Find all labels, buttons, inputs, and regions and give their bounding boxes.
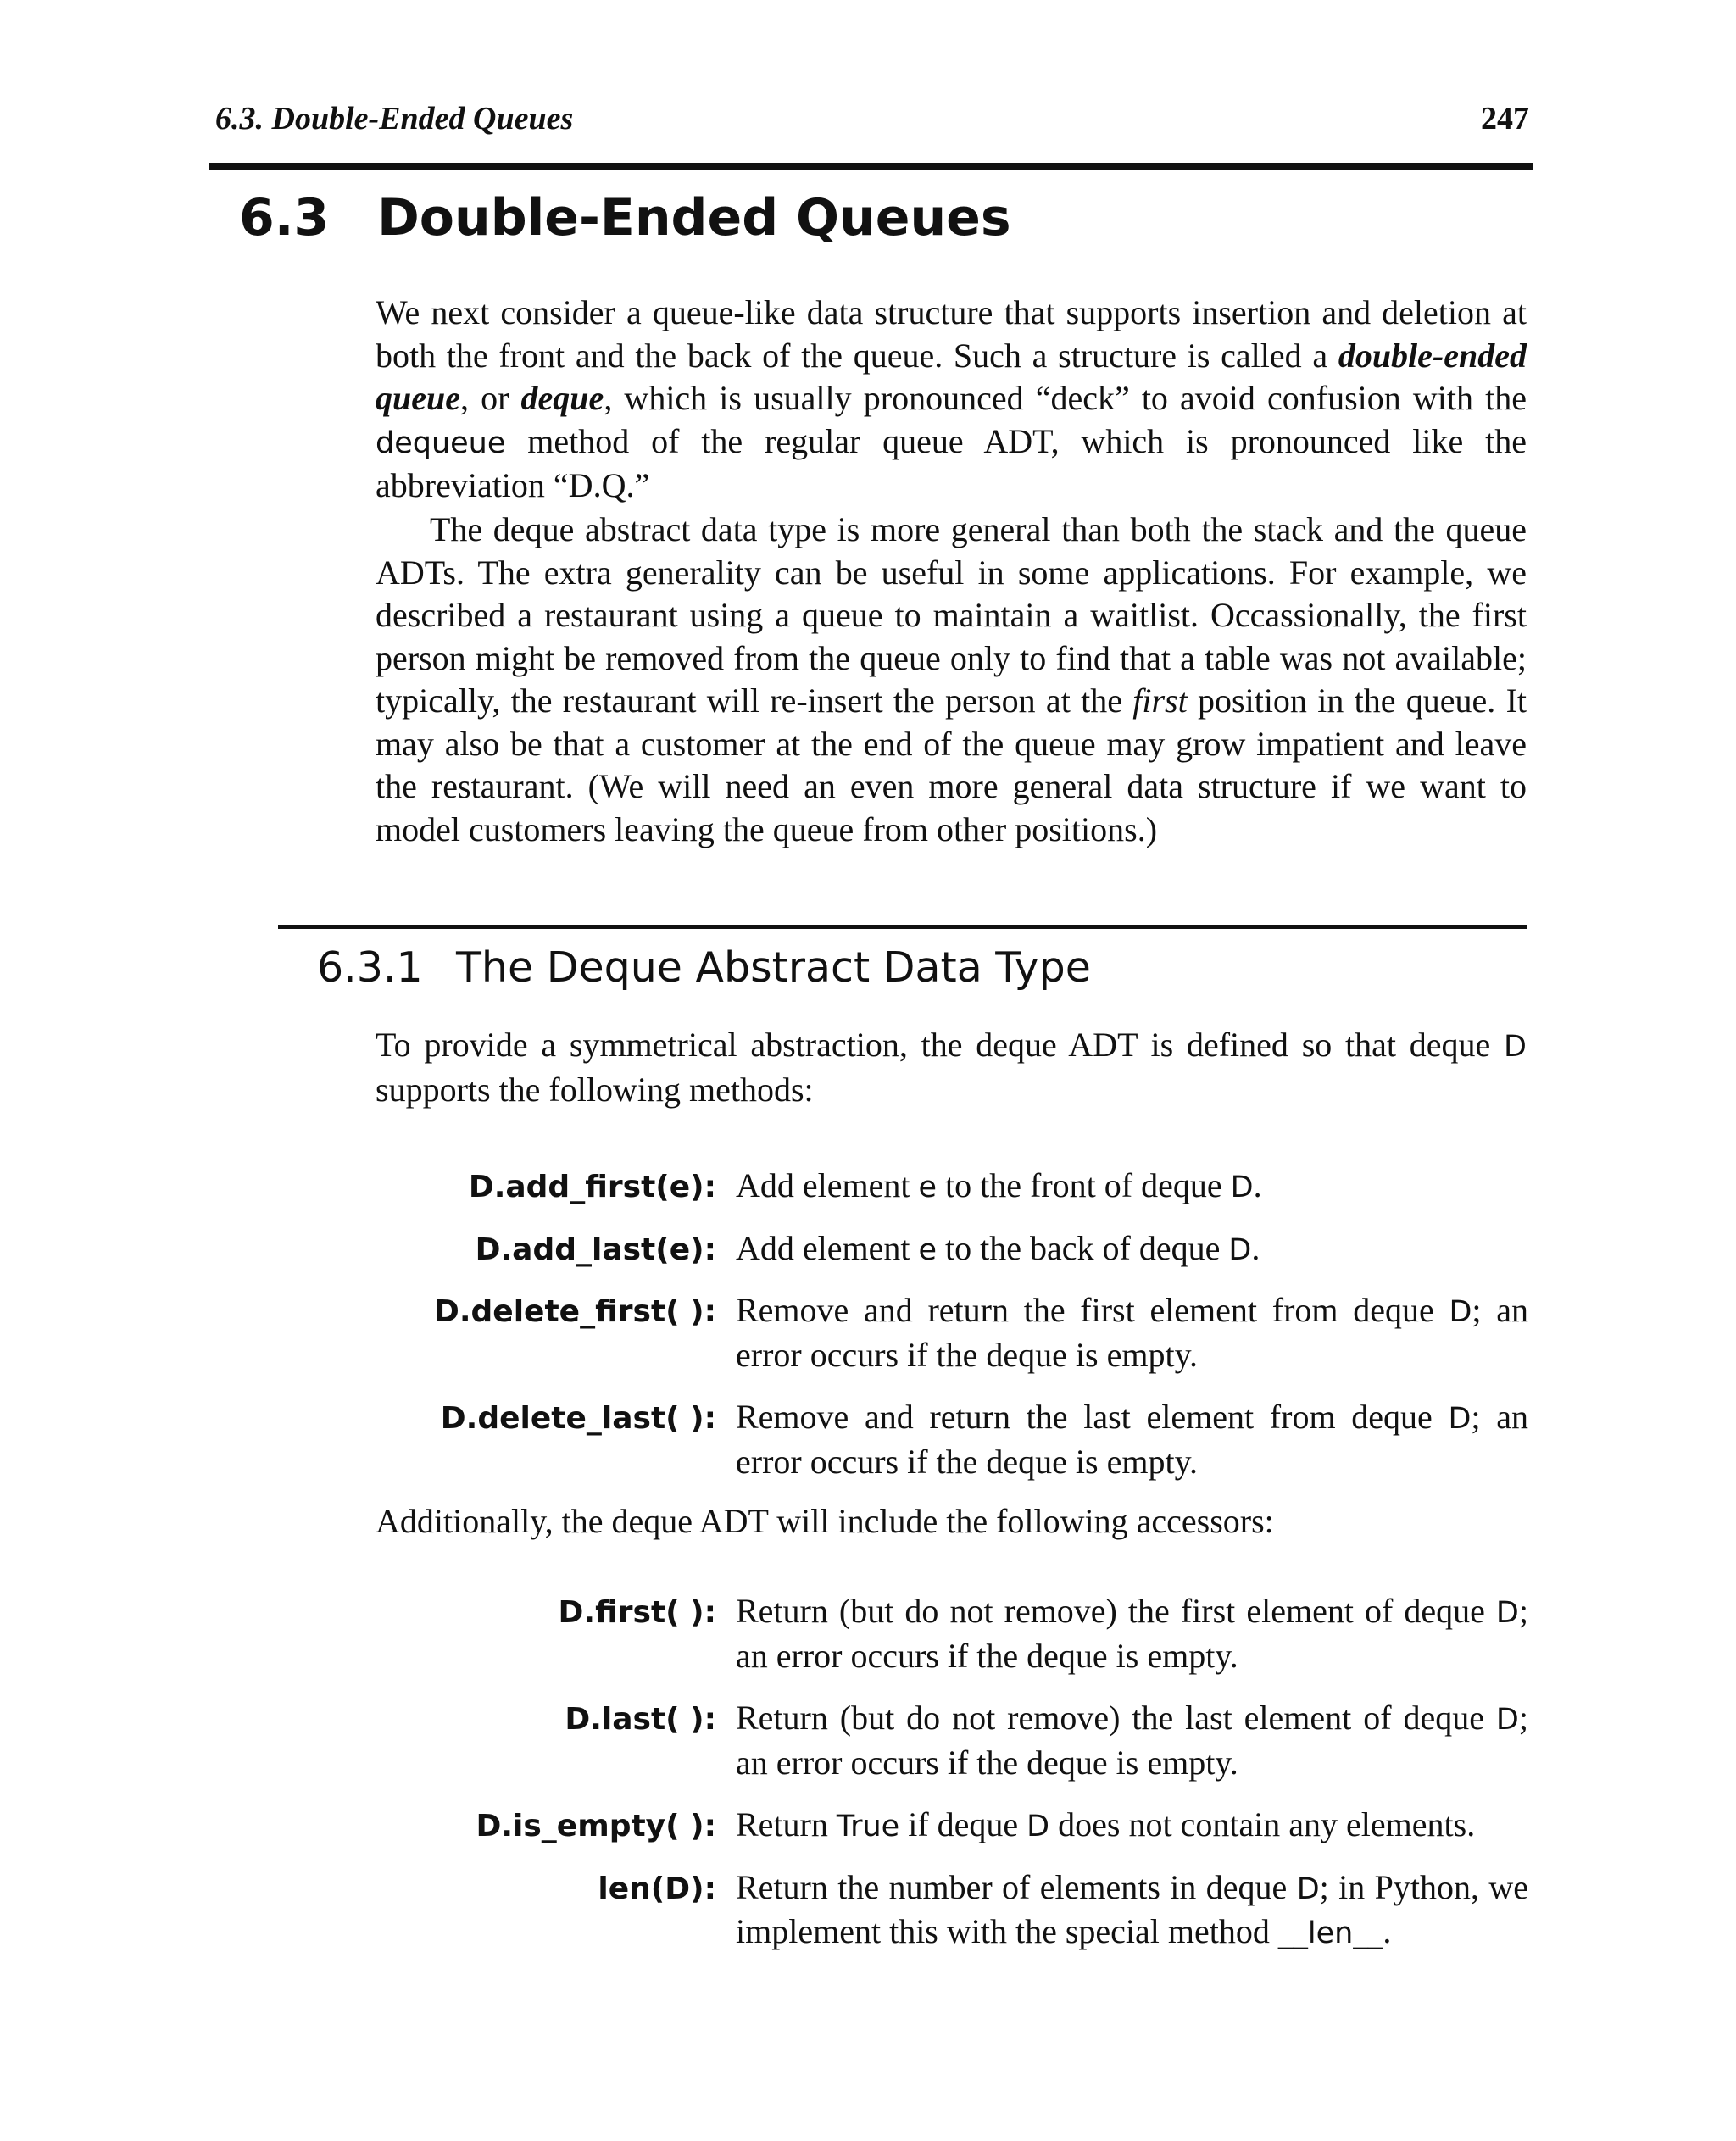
accessor-description: Return the number of elements in deque D; in Python, we implement this with the special method __len__. <box>736 1867 1529 1950</box>
accessor-entry <box>0 1590 1736 1679</box>
subsection-title: The Deque Abstract Data Type <box>456 943 1091 992</box>
page-number: 247 <box>1481 101 1529 136</box>
accessor-name: D.first( ): <box>558 1595 716 1630</box>
accessors-lead-paragraph: Additionally, the deque ADT will include the following accessors: <box>376 1502 1274 1540</box>
accessor-description: Return (but do not remove) the first element of deque D; an error occurs if the deque is empty. <box>736 1592 1528 1675</box>
subsection-number: 6.3.1 <box>317 943 423 992</box>
method-name: D.delete_first( ): <box>433 1294 716 1329</box>
method-description: Add element e to the front of deque D. <box>736 1166 1262 1204</box>
method-entry <box>0 1227 1736 1272</box>
term-double-ended-queue: double-ended queue <box>376 336 1527 417</box>
section-number: 6.3 <box>239 188 330 247</box>
accessor-name: D.is_empty( ): <box>476 1809 716 1843</box>
method-name: D.delete_last( ): <box>440 1401 716 1436</box>
method-name: D.add_first(e): <box>468 1170 716 1204</box>
method-description: Remove and return the first element from deque D; an error occurs if the deque is empty. <box>736 1291 1528 1374</box>
accessor-list <box>0 1590 1736 1955</box>
accessor-description: Return True if deque D does not contain any elements. <box>736 1805 1476 1843</box>
method-entry <box>0 1396 1736 1485</box>
section-heading <box>239 188 1011 247</box>
header-rule <box>209 163 1533 170</box>
subsection-heading <box>317 943 1091 993</box>
method-entry <box>0 1165 1736 1210</box>
method-description: Remove and return the last element from deque D; an error occurs if the deque is empty. <box>736 1398 1528 1481</box>
subsection-rule <box>278 925 1527 929</box>
emphasis-first: first <box>1132 681 1188 720</box>
accessor-name: len(D): <box>598 1871 716 1906</box>
term-deque: deque <box>520 379 604 417</box>
accessor-name: D.last( ): <box>565 1702 716 1737</box>
accessor-description: Return (but do not remove) the last element of deque D; an error occurs if the deque is empty. <box>736 1699 1528 1782</box>
intro-paragraph-1: We next consider a queue-like data structure that supports insertion and deletion at both the front and the back of the queue. Such a structure is called a double-ended queue, or deque, which is usually pronounced “deck” to avoid confusion with the dequeue method of the regular queue ADT, which is pronounced like the abbreviation “D.Q.” <box>376 293 1527 504</box>
intro-paragraph-2: The deque abstract data type is more general than both the stack and the queue ADTs. The extra generality can be useful in some applications. For example, we described a restaurant using a queue to maintain a waitlist. Occassionally, the first person might be removed from the queue only to find that a table was not available; typically, the restaurant will re-insert the person at the first position in the queue. It may also be that a customer at the end of the queue may grow impatient and leave the restaurant. (We will need an even more general data structure if we want to model customers leaving the queue from other positions.) <box>376 510 1527 848</box>
accessor-entry <box>0 1697 1736 1786</box>
method-list <box>0 1165 1736 1485</box>
method-entry <box>0 1289 1736 1378</box>
method-name: D.add_last(e): <box>475 1232 716 1267</box>
subsection-lead-paragraph: To provide a symmetrical abstraction, the deque ADT is defined so that deque D supports the following methods: <box>376 1026 1527 1109</box>
code-dequeue: dequeue <box>376 425 506 460</box>
accessor-entry <box>0 1804 1736 1849</box>
accessor-entry <box>0 1866 1736 1955</box>
running-header-title: 6.3. Double-Ended Queues <box>215 101 574 136</box>
section-title: Double-Ended Queues <box>377 188 1011 247</box>
running-header <box>215 100 1529 142</box>
method-description: Add element e to the back of deque D. <box>736 1228 1260 1267</box>
